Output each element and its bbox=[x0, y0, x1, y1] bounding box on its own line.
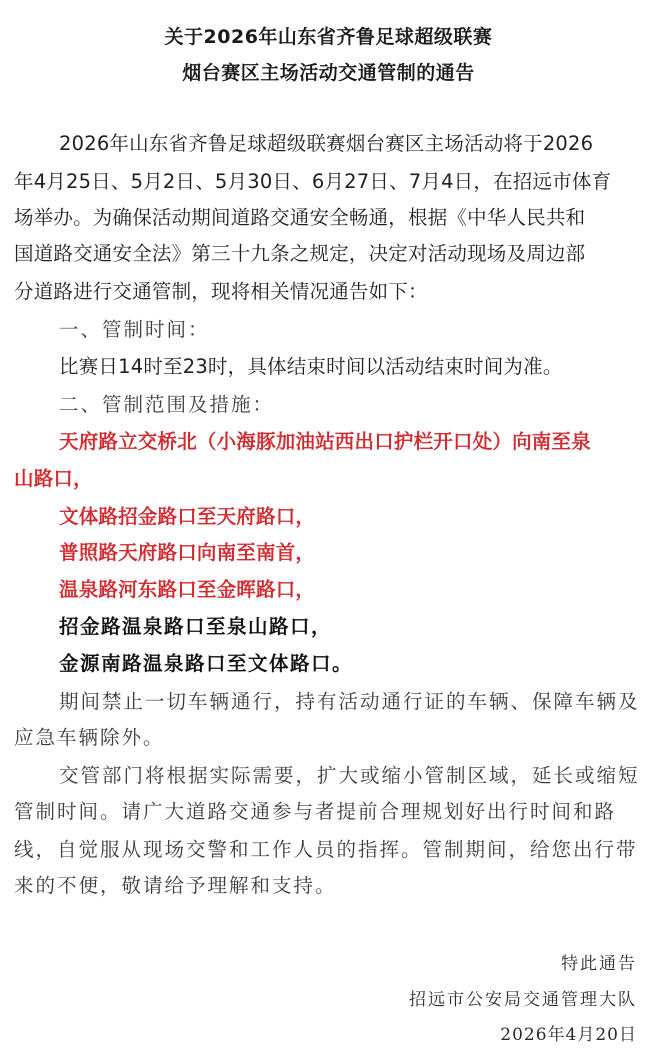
closing-text: 特此通告 bbox=[561, 954, 637, 974]
road-item: 天府路立交桥北（小海豚加油站西出口护栏开口处）向南至泉 bbox=[59, 430, 591, 453]
road-item: 普照路天府路口向南至南首， bbox=[59, 541, 316, 564]
intro-line: 场举办。为确保活动期间道路交通安全畅通，根据《中华人民共和 bbox=[14, 206, 586, 229]
intro-line: 分道路进行交通管制，现将相关情况通告如下： bbox=[14, 280, 428, 303]
road-item: 温泉路河东路口至金晖路口， bbox=[59, 578, 316, 601]
road-item: 招金路温泉路口至泉山路口， bbox=[59, 615, 333, 638]
prohibition-line: 期间禁止一切车辆通行，持有活动通行证的车辆、保障车辆及 bbox=[59, 690, 640, 713]
road-item: 山路口， bbox=[14, 467, 93, 490]
control-time-text: 比赛日14时至23时，具体结束时间以活动结束时间为准。 bbox=[59, 355, 563, 378]
issuer-name: 招远市公安局交通管理大队 bbox=[409, 990, 637, 1010]
prohibition-line: 应急车辆除外。 bbox=[14, 726, 165, 749]
section-heading-scope: 二、管制范围及措施： bbox=[59, 393, 275, 416]
intro-line: 国道路交通安全法》第三十九条之规定，决定对活动现场及周边部 bbox=[14, 242, 586, 265]
notice-title-line-1: 关于2026年山东省齐鲁足球超级联赛 bbox=[164, 26, 493, 48]
road-item: 文体路招金路口至天府路口， bbox=[59, 505, 316, 528]
section-heading-time: 一、管制时间： bbox=[59, 318, 210, 341]
notice-line: 来的不便，敬请给予理解和支持。 bbox=[14, 874, 337, 897]
issue-date: 2026年4月20日 bbox=[500, 1025, 637, 1045]
intro-line: 2026年山东省齐鲁足球超级联赛烟台赛区主场活动将于2026 bbox=[59, 132, 594, 155]
intro-line: 年4月25日、5月2日、5月30日、6月27日、7月4日，在招远市体育 bbox=[14, 170, 612, 193]
notice-title-line-2: 烟台赛区主场活动交通管制的通告 bbox=[182, 62, 475, 84]
notice-line: 管制时间。请广大道路交通参与者提前合理规划好出行时间和路 bbox=[14, 800, 617, 823]
notice-line: 交管部门将根据实际需要，扩大或缩小管制区域，延长或缩短 bbox=[59, 764, 640, 787]
road-item: 金源南路温泉路口至文体路口。 bbox=[59, 652, 354, 675]
notice-line: 线，自觉服从现场交警和工作人员的指挥。管制期间，给您出行带 bbox=[14, 838, 638, 861]
